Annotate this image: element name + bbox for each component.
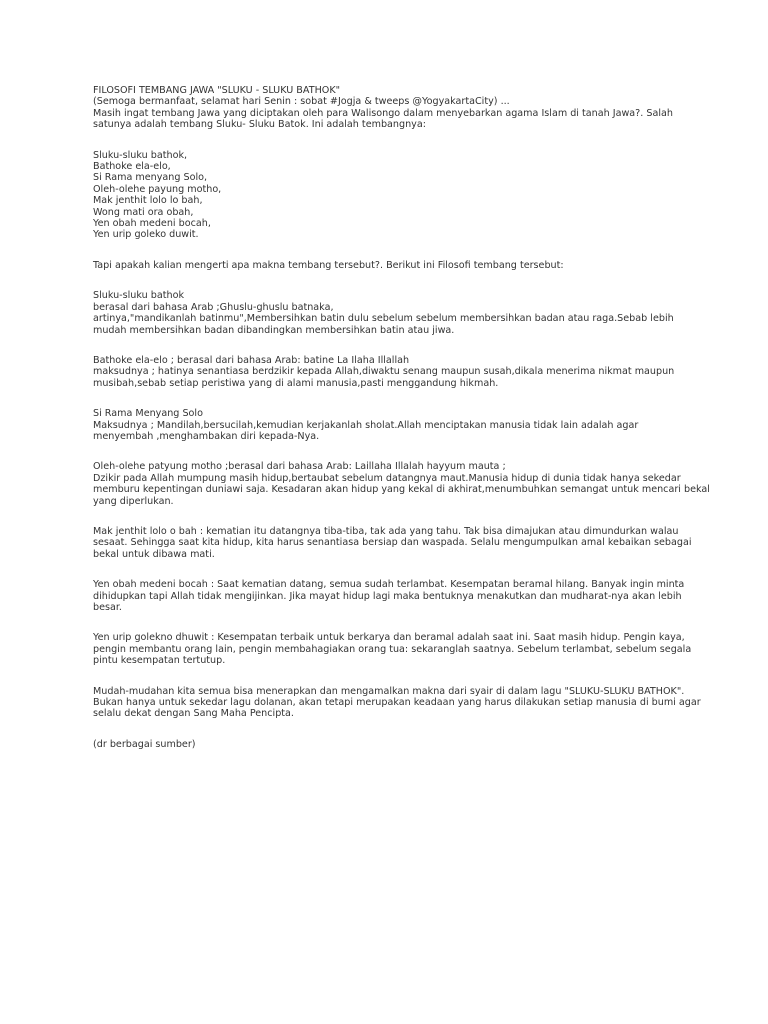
paragraph-line: besar. bbox=[93, 602, 122, 613]
lyric-line: Yen obah medeni bocah, bbox=[93, 218, 211, 230]
section-yen-urip bbox=[93, 632, 692, 667]
source-note: (dr berbagai sumber) bbox=[93, 738, 196, 750]
paragraph-line: yang diperlukan. bbox=[93, 495, 174, 507]
greeting-line: (Semoga bermanfaat, selamat hari Senin : sobat #Jogja & tweeps @YogyakartaCity) ... bbox=[93, 96, 510, 108]
section-heading: Si Rama Menyang Solo bbox=[93, 408, 203, 420]
lyric-line: Yen urip goleko duwit. bbox=[93, 229, 199, 241]
paragraph-line: Mak jenthit lolo o bah : kematian itu datangnya tiba-tiba, tak ada yang tahu. Tak bisa dimajukan atau dimundurkan walau bbox=[93, 525, 679, 537]
question-line: Tapi apakah kalian mengerti apa makna tembang tersebut?. Berikut ini Filosofi tembang tersebut: bbox=[93, 259, 564, 271]
closing-block bbox=[93, 685, 701, 720]
lyric-line: Si Rama menyang Solo, bbox=[93, 172, 208, 184]
lyric-line: Sluku-sluku bathok, bbox=[93, 149, 188, 161]
section-sluku-sluku-bathok bbox=[93, 290, 683, 336]
paragraph-line: pintu kesempatan tertutup. bbox=[93, 655, 226, 667]
section-oleh-olehe-payung-motho bbox=[93, 461, 710, 507]
paragraph-line: Bukan hanya untuk sekedar lagu dolanan, akan tetapi merupakan keadaan yang harus dilakukan setiap manusia di bumi agar bbox=[93, 697, 701, 709]
question-block bbox=[93, 260, 683, 271]
paragraph-line: bekal untuk dibawa mati. bbox=[93, 548, 215, 560]
intro-block bbox=[93, 85, 683, 131]
section-mak-jenthit bbox=[93, 525, 692, 560]
paragraph-line: maksudnya ; hatinya senantiasa berdzikir kepada Allah,diwaktu senang maupun susah,dikala menerima nikmat maupun bbox=[93, 366, 675, 378]
paragraph-line: pengin membantu orang lain, pengin membahagiakan orang tua: sekaranglah saatnya. Sebelum terlambat, sebelum segala bbox=[93, 643, 692, 655]
document-page bbox=[93, 85, 710, 750]
paragraph-line: selalu dekat dengan Sang Maha Pencipta. bbox=[93, 708, 294, 720]
section-yen-obah bbox=[93, 579, 683, 613]
paragraph-line: Maksudnya ; Mandilah,bersucilah,kemudian kerjakanlah sholat.Allah menciptakan manusia tidak lain adalah agar bbox=[93, 419, 639, 431]
lyric-line: Wong mati ora obah, bbox=[93, 206, 194, 218]
paragraph-line: Yen urip golekno dhuwit : Kesempatan terbaik untuk berkarya dan beramal adalah saat ini. Saat masih hidup. Pengin kaya, bbox=[93, 632, 685, 644]
paragraph-line: mudah membersihkan badan dibandingkan membersihkan batin atau jiwa. bbox=[93, 324, 455, 336]
section-heading: Oleh-olehe patyung motho ;berasal dari bahasa Arab: Laillaha Illalah hayyum mauta ; bbox=[93, 461, 506, 473]
paragraph-line: memburu kepentingan duniawi saja. Kesadaran akan hidup yang kekal di akhirat,menumbuhkan semangat untuk mencari bekal bbox=[93, 484, 710, 496]
paragraph-line: Dzikir pada Allah mumpung masih hidup,bertaubat sebelum datangnya maut.Manusia hidup di dunia tidak hanya sekedar bbox=[93, 472, 681, 484]
intro-line: satunya adalah tembang Sluku- Sluku Batok. Ini adalah tembangnya: bbox=[93, 119, 426, 131]
lyrics-block bbox=[93, 150, 683, 241]
section-heading: Sluku-sluku bathok bbox=[93, 290, 185, 302]
lyric-line: Oleh-olehe payung motho, bbox=[93, 183, 222, 195]
paragraph-line: musibah,sebab setiap peristiwa yang di alami manusia,pasti menggandung hikmah. bbox=[93, 377, 499, 389]
paragraph-line: sesaat. Sehingga saat kita hidup, kita harus senantiasa bersiap dan waspada. Selalu mengumpulkan amal kebaikan sebagai bbox=[93, 537, 692, 549]
source-block bbox=[93, 739, 683, 750]
section-bathoke-ela-elo bbox=[93, 355, 683, 389]
lyric-line: Bathoke ela-elo, bbox=[93, 161, 171, 173]
intro-line: Masih ingat tembang Jawa yang diciptakan oleh para Walisongo dalam menyebarkan agama Islam di tanah Jawa?. Salah bbox=[93, 107, 673, 119]
section-si-rama-menyang-solo bbox=[93, 408, 683, 442]
paragraph-line: berasal dari bahasa Arab ;Ghuslu-ghuslu batnaka, bbox=[93, 301, 334, 313]
paragraph-line: dihidupkan tapi Allah tidak mengijinkan. Jika mayat hidup lagi maka bentuknya menakutkan dan mudharat-nya akan lebih bbox=[93, 590, 682, 602]
paragraph-line: menyembah ,menghambakan diri kepada-Nya. bbox=[93, 430, 320, 442]
paragraph-line: Mudah-mudahan kita semua bisa menerapkan dan mengamalkan makna dari syair di dalam lagu "SLUKU-SLUKU BATHOK". bbox=[93, 685, 685, 697]
document-title: FILOSOFI TEMBANG JAWA "SLUKU - SLUKU BATHOK" bbox=[93, 85, 341, 96]
lyric-line: Mak jenthit lolo lo bah, bbox=[93, 195, 203, 207]
section-heading: Bathoke ela-elo ; berasal dari bahasa Arab: batine La Ilaha Illallah bbox=[93, 354, 410, 366]
paragraph-line: Yen obah medeni bocah : Saat kematian datang, semua sudah terlambat. Kesempatan beramal hilang. Banyak ingin minta bbox=[93, 579, 685, 591]
paragraph-line: artinya,"mandikanlah batinmu",Membersihkan batin dulu sebelum sebelum membersihkan badan atau raga.Sebab lebih bbox=[93, 313, 674, 325]
